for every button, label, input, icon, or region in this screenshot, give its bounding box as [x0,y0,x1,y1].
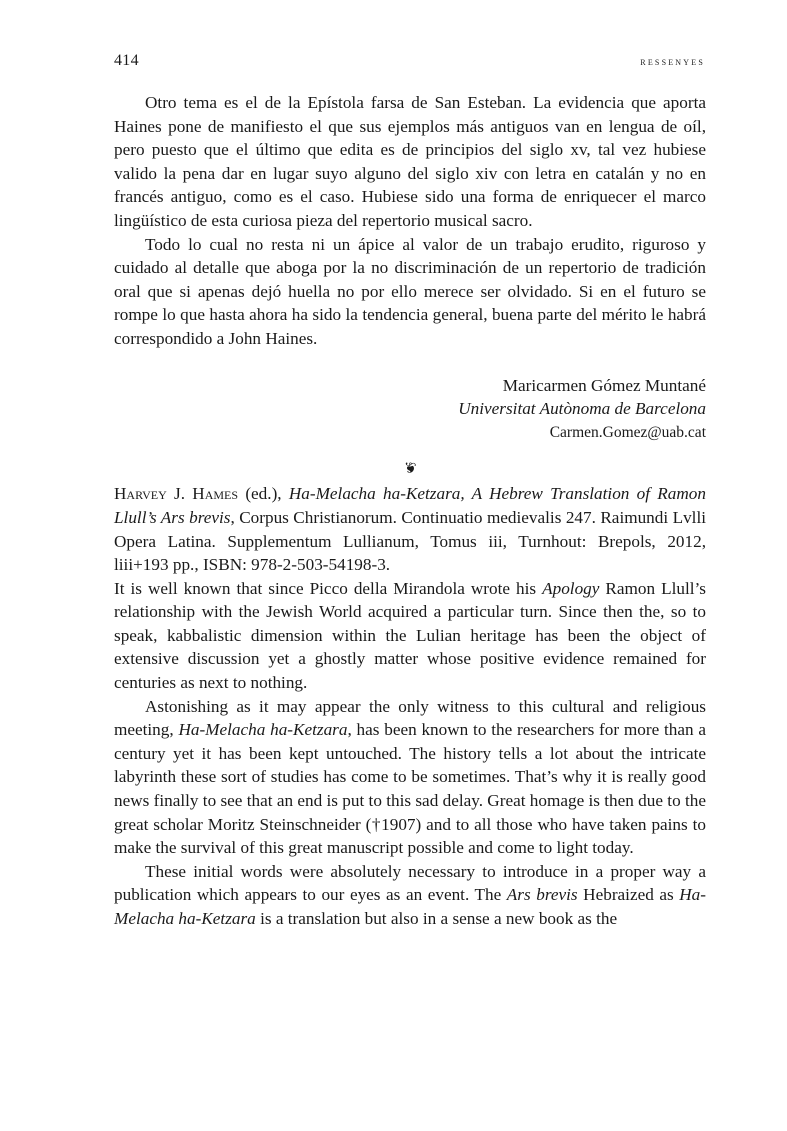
italic-span: Apology [542,578,600,598]
page-body [114,91,706,931]
text-span: Astonishing as it may appear the only witness to this cultural and religious meeting, [114,696,706,740]
page-number: 414 [114,52,139,69]
review1-paragraph-2: Todo lo cual no resta ni un ápice al valor de un trabajo erudito, riguroso y cuidado al detalle que aboga por la no discriminación de un repertorio de tradición oral que si apenas dejó huella no por ello merece ser olvidado. Si en el futuro se rompe lo que hasta ahora ha sido la tendencia general, buena parte del mérito le habrá correspondido a John Haines. [114,234,706,348]
page-header [114,52,705,70]
reviewer-institution: Universitat Autònoma de Barcelona [458,399,706,419]
citation-ed: (ed.), [238,484,289,504]
review1-paragraph-1: Otro tema es el de la Epístola farsa de San Esteban. La evidencia que aporta Haines pone de manifiesto el que sus ejemplos más antiguos van en lengua de oíl, pero puesto que el último que edita es de principios del siglo xv, tal vez hubiese valido la pena dar en lugar suyo alguno del siglo xiv con letra en catalán y no en francés antiguo, como es el caso. Hubiese sido una forma de enriquecer el marco lingüístico de esta curiosa pieza del repertorio musical sacro. [114,93,706,230]
review2-paragraph-1 [114,577,706,695]
reviewer-email: Carmen.Gomez@uab.cat [549,423,706,441]
running-head: ressenyes [640,56,705,68]
italic-span: Ha-Melacha ha-Ketzara [178,720,348,740]
fleuron-icon: ❦ [403,461,417,478]
text-span: , has been known to the researchers for more than a century yet it has been kept untouched. The history tells a lot about the intricate labyrinth these sort of studies has come to be sometimes. That’s why it is really good news finally to see that an end is put to this sad delay. Great homage is then due to the great scholar Moritz Steinschneider (†1907) and to all those who have taken pains to make the survival of this great manuscript possible and come to light today. [114,720,706,858]
text-span: is a translation but also in a sense a new book as the [255,909,618,928]
review2-paragraph-2 [114,695,706,860]
italic-span: Ha-Melacha ha-Ketzara [114,885,706,928]
text-span: These initial words were absolutely necessary to introduce in a proper way a publication which appears to our eyes as an event. The [114,861,706,905]
reviewer-name: Maricarmen Gómez Muntané [502,375,706,395]
text-span: It is well known that since Picco della Mirandola wrote his [114,578,543,598]
review1-signature [114,374,706,445]
text-span: Ramon Llull’s relationship with the Jewish World acquired a particular turn. Since then the, so to speak, kabbalistic dimension within the Lulian heritage has been the object of extensive discussion yet a ghostly matter whose positive evidence remained for centuries as next to nothing. [114,578,706,693]
citation-title: Ha-Melacha ha-Ketzara, A Hebrew Translation of Ramon Llull’s Ars brevis [114,484,706,527]
fleuron-ornament [114,458,706,482]
review2-paragraph-3 [114,860,706,931]
italic-span: Ars brevis [506,885,578,905]
text-span: Hebraized as [577,885,680,905]
citation-details: , Corpus Christianorum. Continuatio medievalis 247. Raimundi Lvlli Opera Latina. Supplementum Lullianum, Tomus iii, Turnhout: Brepols, 2012, liii+193 pp., ISBN: 978-2-503-54198-3. [114,507,706,575]
citation-author: Harvey J. Hames [114,484,239,504]
review2-citation [114,482,706,576]
